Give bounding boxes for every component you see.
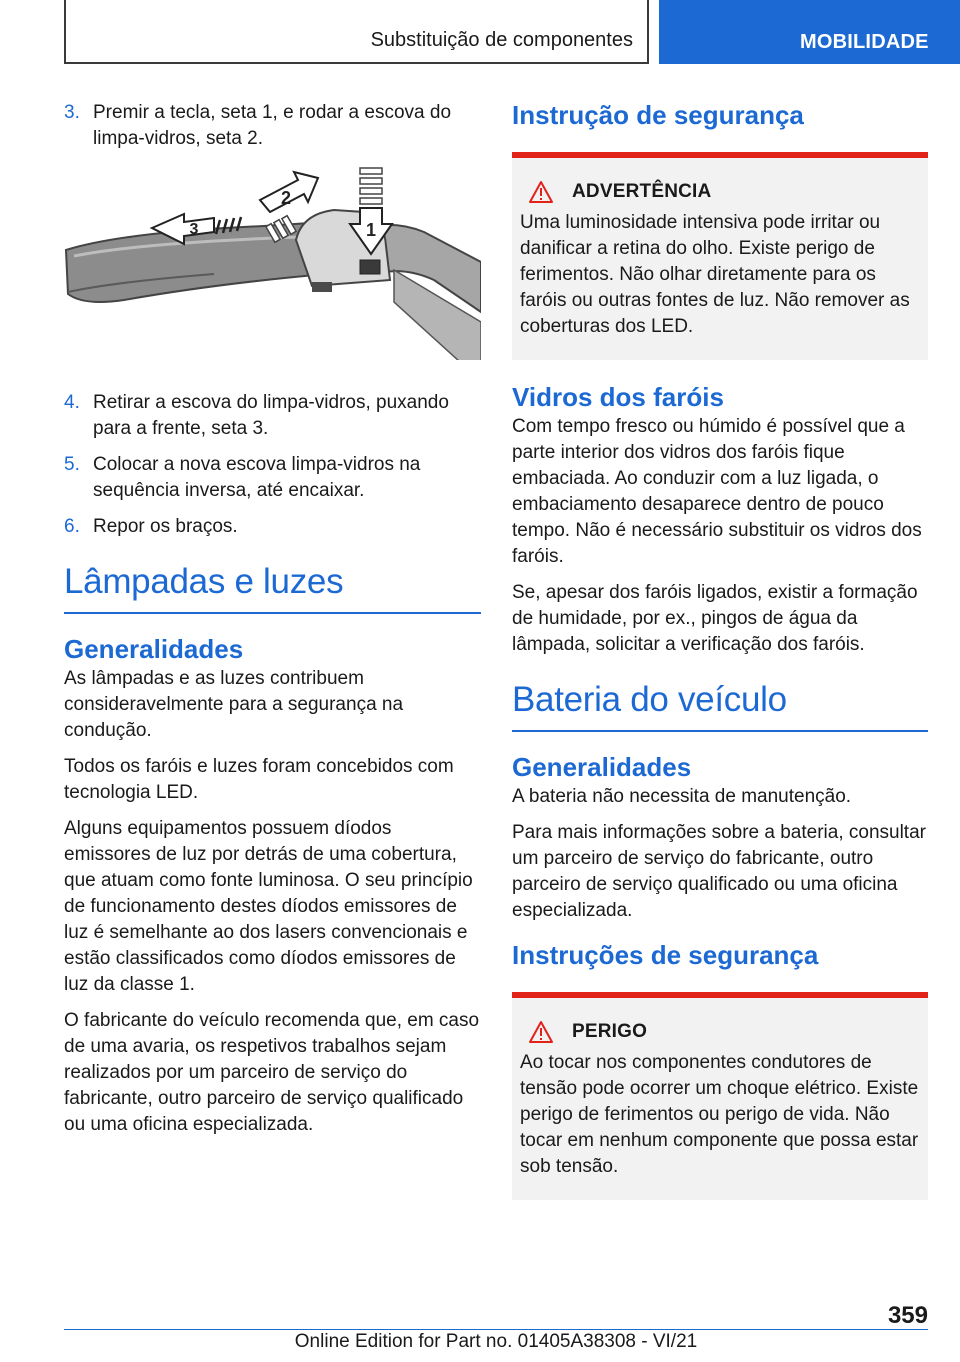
- section-title-headlight-glass: Vidros dos faróis: [512, 382, 724, 412]
- paragraph: O fabricante do veículo recomenda que, em caso de uma avaria, os respetivos trabalhos sejam realizados por um parceiro de serviço do fabricante, outro parceiro de serviço qualificado ou uma oficina especializada.: [64, 1010, 480, 1135]
- step-3: [64, 100, 481, 152]
- warning-title: ADVERTÊNCIA: [572, 181, 712, 202]
- danger-header: [520, 1020, 920, 1044]
- section-title-battery-general: Generalidades: [512, 752, 692, 782]
- paragraph: Se, apesar dos faróis ligados, existir a formação de humidade, por ex., pingos de água da lâmpada, solicitar a verificação dos faróis.: [512, 582, 918, 655]
- header-section-box: [64, 0, 649, 64]
- warning-triangle-icon: [528, 180, 554, 204]
- right-column: [512, 100, 928, 1222]
- chapter-title-battery: Bateria do veículo: [512, 680, 928, 732]
- chapter-tab-label: MOBILIDADE: [800, 31, 929, 53]
- paragraph: As lâmpadas e as luzes contribuem consideravelmente para a segurança na condução.: [64, 668, 404, 741]
- step-number: 5.: [64, 454, 80, 475]
- step-text: Colocar a nova escova limpa-vidros na sequência inversa, até encaixar.: [93, 454, 421, 501]
- step-4: [64, 390, 481, 442]
- chapter-title-lamps: Lâmpadas e luzes: [64, 562, 481, 614]
- figure-label-1: 1: [365, 220, 377, 240]
- footer-divider: [64, 1329, 928, 1330]
- figure-label-2: 2: [280, 188, 292, 208]
- wiper-blade-figure: [64, 162, 481, 360]
- paragraph: Todos os faróis e luzes foram concebidos com tecnologia LED.: [64, 756, 454, 803]
- danger-box: [512, 992, 928, 1200]
- wiper-blade-illustration: [64, 162, 481, 360]
- figure-label-3: 3: [189, 221, 199, 238]
- step-text: Repor os braços.: [93, 516, 238, 537]
- step-text: Retirar a escova do limpa-vidros, puxando para a frente, seta 3.: [93, 392, 449, 439]
- page-number: 359: [887, 1302, 928, 1329]
- warning-header: [520, 180, 920, 204]
- header-section-title: Substituição de componentes: [370, 29, 633, 51]
- section-title-safety: Instrução de segurança: [512, 100, 804, 130]
- step-6: [64, 514, 481, 540]
- paragraph: Com tempo fresco ou húmido é possível que a parte interior dos vidros dos faróis fique embaciada. Ao conduzir com a luz ligada, o embaciamento desaparece dentro de pouco tempo. Não é necessário substituir os vidros dos faróis.: [512, 416, 922, 567]
- step-text: Premir a tecla, seta 1, e rodar a escova do limpa-vidros, seta 2.: [93, 102, 452, 149]
- warning-triangle-icon: [528, 1020, 554, 1044]
- left-column: [64, 100, 481, 1148]
- step-number: 4.: [64, 392, 80, 413]
- paragraph: Alguns equipamentos possuem díodos emissores de luz por detrás de uma cobertura, que atuam como fonte luminosa. O seu princípio de funcionamento destes díodos emissores de luz é semelhante ao dos lasers convencionais e estão classificados como díodos emissores de luz da classe 1.: [64, 818, 473, 995]
- section-title-general: Generalidades: [64, 634, 244, 664]
- step-5: [64, 452, 481, 504]
- footer-edition: Online Edition for Part no. 01405A38308 - VI/21: [294, 1331, 698, 1352]
- danger-text: Ao tocar nos componentes condutores de tensão pode ocorrer um choque elétrico. Existe perigo de ferimentos ou perigo de vida. Não tocar em nenhum componente que possa estar sob tensão.: [520, 1052, 919, 1177]
- step-number: 3.: [64, 102, 80, 123]
- chapter-tab[interactable]: [659, 0, 960, 64]
- paragraph: A bateria não necessita de manutenção.: [512, 786, 852, 807]
- warning-box: [512, 152, 928, 360]
- danger-title: PERIGO: [572, 1021, 648, 1042]
- warning-text: Uma luminosidade intensiva pode irritar ou danificar a retina do olho. Existe perigo de ferimentos. Não olhar diretamente para os faróis ou outras fontes de luz. Não remover as coberturas dos LED.: [520, 212, 910, 337]
- section-title-safety-instructions: Instruções de segurança: [512, 940, 819, 970]
- step-number: 6.: [64, 516, 80, 537]
- paragraph: Para mais informações sobre a bateria, consultar um parceiro de serviço do fabricante, outro parceiro de serviço qualificado ou uma oficina especializada.: [512, 822, 926, 921]
